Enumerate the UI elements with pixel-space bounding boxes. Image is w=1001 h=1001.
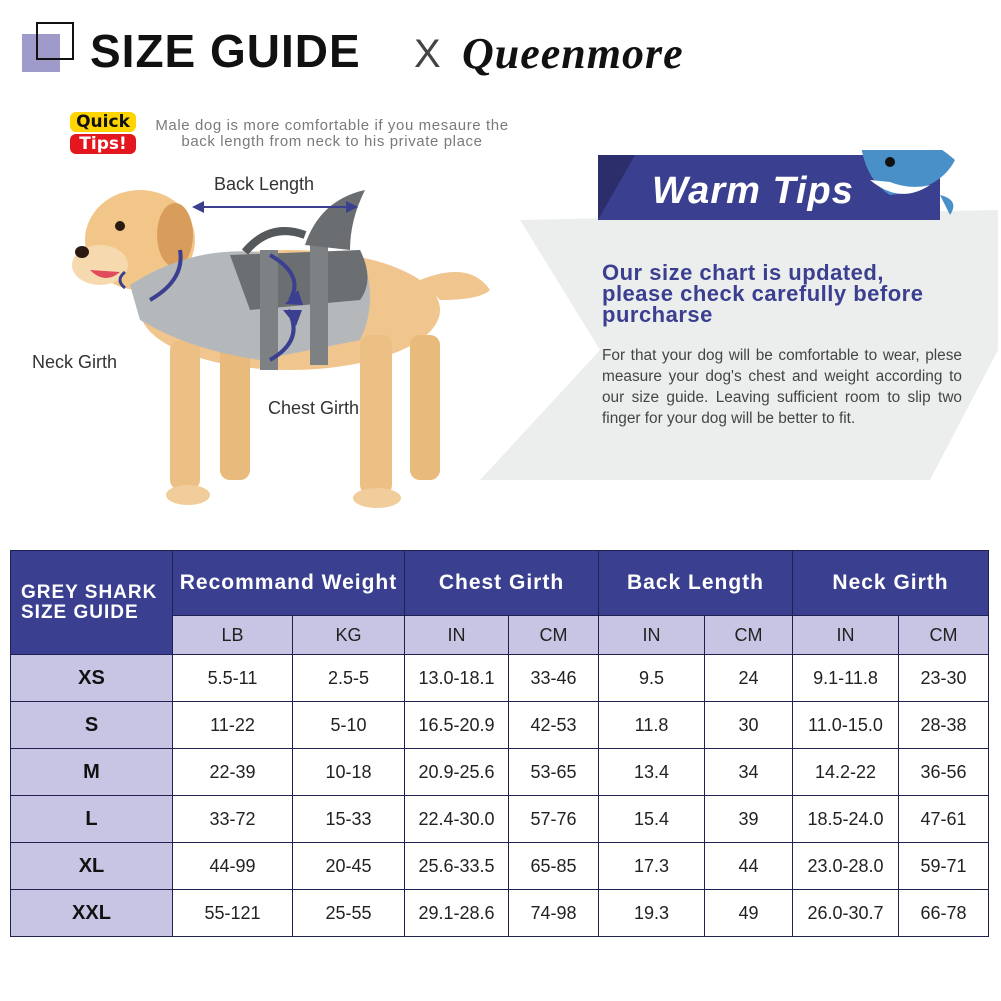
- size-label: M: [11, 749, 173, 796]
- table-row: [11, 890, 989, 937]
- warm-tips-highlight: Our size chart is updated, please check carefully before purcharse: [602, 260, 924, 327]
- table-cell: 13.4: [599, 749, 705, 796]
- table-cell: 42-53: [509, 702, 599, 749]
- table-cell: 57-76: [509, 796, 599, 843]
- table-cell: 29.1-28.6: [405, 890, 509, 937]
- quick-tips-text: Male dog is more comfortable if you mesaure the back length from neck to his private place: [155, 117, 509, 150]
- subheader-chest-cm: CM: [509, 616, 599, 655]
- table-cell: 53-65: [509, 749, 599, 796]
- table-cell: 30: [705, 702, 793, 749]
- quick-tips-badge: [70, 112, 136, 154]
- table-cell: 9.5: [599, 655, 705, 702]
- table-row: [11, 843, 989, 890]
- table-cell: 33-46: [509, 655, 599, 702]
- table-row: [11, 796, 989, 843]
- size-label: L: [11, 796, 173, 843]
- size-label: XXL: [11, 890, 173, 937]
- table-cell: 14.2-22: [793, 749, 899, 796]
- table-cell: 44-99: [173, 843, 293, 890]
- table-cell: 66-78: [899, 890, 989, 937]
- table-cell: 22.4-30.0: [405, 796, 509, 843]
- header-neck-girth: Neck Girth: [793, 551, 989, 616]
- subheader-neck-cm: CM: [899, 616, 989, 655]
- logo-square-outline: [36, 22, 74, 60]
- table-cell: 20-45: [293, 843, 405, 890]
- table-cell: 33-72: [173, 796, 293, 843]
- table-cell: 18.5-24.0: [793, 796, 899, 843]
- warm-tips-heading: Warm Tips: [652, 170, 854, 212]
- table-cell: 17.3: [599, 843, 705, 890]
- table-cell: 19.3: [599, 890, 705, 937]
- table-cell: 11.8: [599, 702, 705, 749]
- table-cell: 10-18: [293, 749, 405, 796]
- subheader-lb: LB: [173, 616, 293, 655]
- subheader-back-cm: CM: [705, 616, 793, 655]
- table-cell: 9.1-11.8: [793, 655, 899, 702]
- table-cell: 55-121: [173, 890, 293, 937]
- table-cell: 34: [705, 749, 793, 796]
- chest-girth-label: Chest Girth: [268, 398, 360, 418]
- subheader-neck-in: IN: [793, 616, 899, 655]
- table-cell: 5.5-11: [173, 655, 293, 702]
- header-back-length: Back Length: [599, 551, 793, 616]
- table-cell: 13.0-18.1: [405, 655, 509, 702]
- table-row: [11, 702, 989, 749]
- table-cell: 65-85: [509, 843, 599, 890]
- size-guide-table: [10, 550, 989, 937]
- neck-girth-label: Neck Girth: [32, 352, 118, 372]
- brand-logo: Queenmore: [462, 29, 684, 78]
- table-title-line1: GREY SHARK: [21, 581, 158, 603]
- quick-badge-line2: Tips!: [70, 134, 136, 154]
- collab-x: X: [414, 32, 441, 76]
- table-cell: 44: [705, 843, 793, 890]
- table-row: [11, 655, 989, 702]
- page-title: SIZE GUIDE: [90, 25, 361, 77]
- size-label: XS: [11, 655, 173, 702]
- header-chest-girth: Chest Girth: [405, 551, 599, 616]
- quick-badge-line1: Quick: [70, 112, 136, 132]
- subheader-back-in: IN: [599, 616, 705, 655]
- table-cell: 49: [705, 890, 793, 937]
- table-cell: 15.4: [599, 796, 705, 843]
- table-title: [11, 551, 173, 655]
- table-cell: 28-38: [899, 702, 989, 749]
- subheader-chest-in: IN: [405, 616, 509, 655]
- table-cell: 26.0-30.7: [793, 890, 899, 937]
- table-cell: 59-71: [899, 843, 989, 890]
- header-weight: Recommand Weight: [173, 551, 405, 616]
- table-cell: 36-56: [899, 749, 989, 796]
- table-cell: 20.9-25.6: [405, 749, 509, 796]
- table-cell: 74-98: [509, 890, 599, 937]
- warm-tips-body: For that your dog will be comfortable to wear, plese measure your dog's chest and weight according to our size guide. Leaving sufficient room to slip two finger for your dog will be better to fit.: [602, 347, 962, 427]
- table-cell: 11.0-15.0: [793, 702, 899, 749]
- table-cell: 5-10: [293, 702, 405, 749]
- size-label: S: [11, 702, 173, 749]
- table-cell: 15-33: [293, 796, 405, 843]
- table-cell: 24: [705, 655, 793, 702]
- table-row: [11, 749, 989, 796]
- table-cell: 16.5-20.9: [405, 702, 509, 749]
- back-length-label: Back Length: [214, 174, 315, 194]
- table-cell: 2.5-5: [293, 655, 405, 702]
- table-cell: 47-61: [899, 796, 989, 843]
- subheader-kg: KG: [293, 616, 405, 655]
- table-cell: 25-55: [293, 890, 405, 937]
- table-cell: 25.6-33.5: [405, 843, 509, 890]
- table-cell: 23-30: [899, 655, 989, 702]
- table-cell: 11-22: [173, 702, 293, 749]
- table-cell: 23.0-28.0: [793, 843, 899, 890]
- table-cell: 39: [705, 796, 793, 843]
- table-title-line2: SIZE GUIDE: [21, 601, 139, 623]
- table-cell: 22-39: [173, 749, 293, 796]
- size-label: XL: [11, 843, 173, 890]
